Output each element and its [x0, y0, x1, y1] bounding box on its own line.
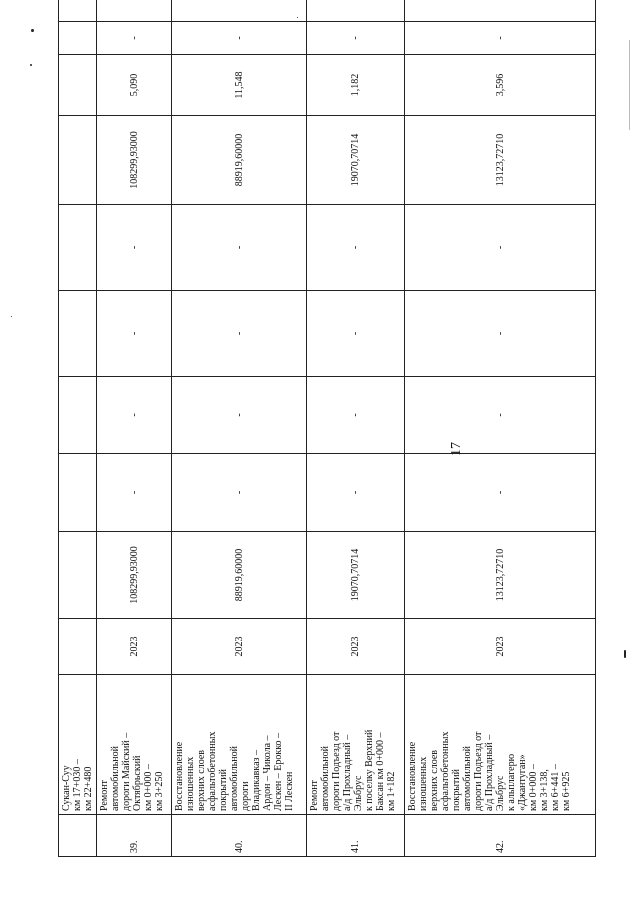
cell	[59, 291, 97, 377]
desc-line: Эльбрус	[495, 775, 506, 811]
cell-number: 39.	[97, 815, 172, 857]
desc-line: Ардон – Чикола –	[262, 735, 273, 811]
cell-total: 108299,93000	[97, 532, 172, 619]
desc-line: а/д Прохладный –	[342, 734, 353, 811]
desc-line: Владикавказ –	[251, 749, 262, 811]
cell: -	[97, 291, 172, 377]
desc-line: II Лескен	[284, 771, 295, 811]
desc-line: покрытий	[451, 768, 462, 811]
desc-line: Ремонт	[99, 780, 110, 811]
cell-year: 2023	[97, 619, 172, 675]
desc-line: «Джантуган»	[517, 754, 528, 811]
desc-line: дороги	[240, 781, 251, 811]
desc-line: к альплагерю	[506, 753, 517, 811]
cell: -	[405, 454, 596, 532]
page-number: 17	[449, 442, 464, 456]
cell-year: 2023	[405, 619, 596, 675]
cell: -	[172, 291, 307, 377]
cell-description	[307, 675, 405, 815]
cell	[59, 116, 97, 205]
cell: -	[307, 22, 405, 55]
desc-line: дороги Майский –	[121, 732, 132, 811]
cell-number	[59, 815, 97, 857]
desc-line: Сукан-Суу	[61, 765, 72, 811]
cell-year: 2023	[172, 619, 307, 675]
desc-line: км 3+250	[154, 771, 165, 811]
desc-line: км 0+000 –	[143, 764, 154, 811]
cell-total: 88919,60000	[172, 532, 307, 619]
cell: -	[172, 22, 307, 55]
cell	[59, 377, 97, 454]
cell: -	[307, 205, 405, 291]
cell-length: 11,548	[172, 55, 307, 116]
cell-number: 42.	[405, 815, 596, 857]
cell-total: 19070,70714	[307, 532, 405, 619]
cell-total: 13123,72710	[405, 532, 596, 619]
cell-year: 2023	[307, 619, 405, 675]
desc-line: покрытий	[218, 768, 229, 811]
cell-amount: 13123,72710	[405, 116, 596, 205]
cell: -	[97, 205, 172, 291]
desc-line: асфальтобетонных	[207, 731, 218, 811]
desc-line: к поселку Верхний	[364, 729, 375, 811]
cell-description	[97, 675, 172, 815]
desc-line: км 1+182	[386, 771, 397, 811]
cell	[59, 454, 97, 532]
desc-line: автомобильной	[110, 746, 121, 811]
cell: -	[307, 291, 405, 377]
desc-line: асфальтобетонных	[440, 731, 451, 811]
desc-line: Баксан км 0+000 –	[375, 732, 386, 811]
desc-line: верхних слоев	[429, 749, 440, 811]
desc-line: автомобильной	[462, 746, 473, 811]
desc-line: дороги Подъезд от	[331, 731, 342, 811]
cell-length: 1,182	[307, 55, 405, 116]
desc-line: км 22+480	[83, 766, 94, 811]
desc-line: изношенных	[418, 756, 429, 811]
table-row	[307, 0, 405, 857]
cell-amount: 88919,60000	[172, 116, 307, 205]
cell-length: 5,090	[97, 55, 172, 116]
cell-length: 3,596	[405, 55, 596, 116]
cell: -	[405, 377, 596, 454]
desc-line: изношенных	[185, 756, 196, 811]
desc-line: автомобильной	[320, 746, 331, 811]
cell: -	[172, 454, 307, 532]
desc-line: Восстановление	[174, 741, 185, 811]
table-row-continuation	[59, 0, 97, 857]
cell: -	[172, 377, 307, 454]
cell: -	[405, 291, 596, 377]
cell: -	[307, 377, 405, 454]
cell-end-year	[405, 0, 596, 22]
desc-line: дороги Подъезд от	[473, 731, 484, 811]
cell: -	[172, 205, 307, 291]
cell	[59, 619, 97, 675]
desc-line: Октябрьский	[132, 755, 143, 811]
desc-line: а/д Прохладный –	[484, 734, 495, 811]
cell: -	[97, 377, 172, 454]
cell	[59, 22, 97, 55]
desc-line: Восстановление	[407, 741, 418, 811]
cell	[59, 205, 97, 291]
desc-line: км 17+030 –	[72, 759, 83, 811]
desc-line: верхних слоев	[196, 749, 207, 811]
cell-amount: 19070,70714	[307, 116, 405, 205]
desc-line: автомобильной	[229, 746, 240, 811]
table-row	[172, 0, 307, 857]
cell: -	[97, 454, 172, 532]
desc-line: км 6+441 –	[550, 764, 561, 811]
cell-amount: 108299,93000	[97, 116, 172, 205]
table-row	[97, 0, 172, 857]
cell	[59, 532, 97, 619]
cell-number: 40.	[172, 815, 307, 857]
cell	[59, 55, 97, 116]
cell-end-year	[307, 0, 405, 22]
cell-end-year	[97, 0, 172, 22]
data-table	[58, 0, 596, 857]
cell-description	[59, 675, 97, 815]
cell: -	[307, 454, 405, 532]
cell: -	[97, 22, 172, 55]
cell-end-year	[172, 0, 307, 22]
desc-line: км 6+925	[561, 771, 572, 811]
table-row	[405, 0, 596, 857]
desc-line: км 3+138,	[539, 769, 550, 811]
cell	[59, 0, 97, 22]
desc-line: км 0+000 –	[528, 764, 539, 811]
cell-description	[172, 675, 307, 815]
cell-number: 41.	[307, 815, 405, 857]
cell-description	[405, 675, 596, 815]
rotated-table-wrapper	[58, 37, 595, 857]
cell: -	[405, 22, 596, 55]
cell: -	[405, 205, 596, 291]
desc-line: Эльбрус	[353, 775, 364, 811]
desc-line: Лескен – Ерокко –	[273, 732, 284, 811]
desc-line: Ремонт	[309, 780, 320, 811]
